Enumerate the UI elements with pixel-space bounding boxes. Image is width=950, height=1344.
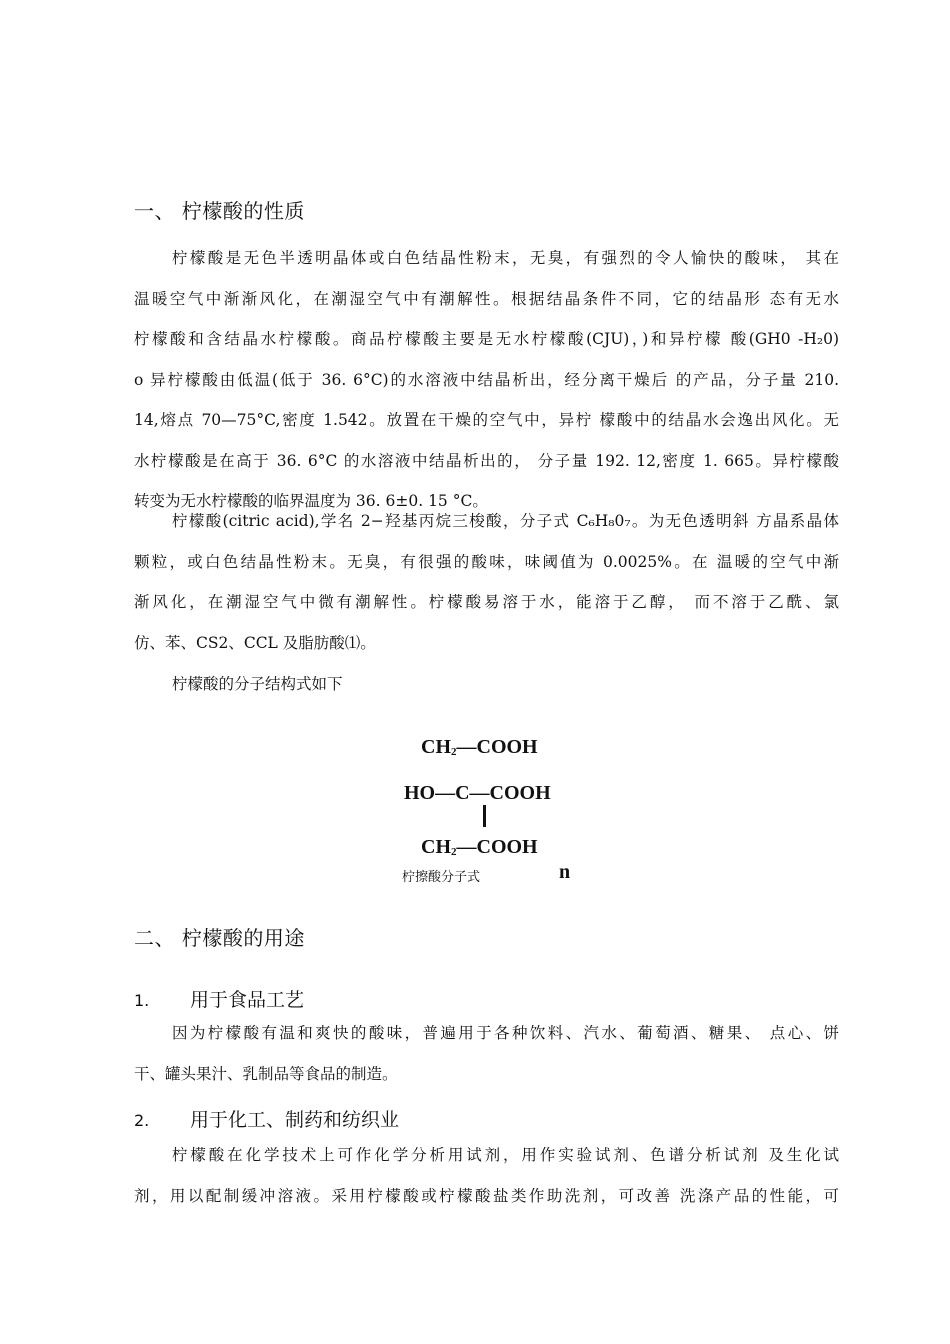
paragraph-line: o 异柠檬酸由低温(低于 36. 6°C)的水溶液中结晶析出，经分离干燥后 的产品，分子量 210. (134, 370, 839, 389)
paragraph-line: 柠檬酸的分子结构式如下 (172, 675, 343, 693)
paragraph-line: 因为柠檬酸有温和爽快的酸味，普遍用于各种饮料、汽水、葡萄酒、糖果、 点心、饼 (172, 1024, 839, 1042)
paragraph-line: 温暖空气中渐渐风化，在潮湿空气中有潮解性。根据结晶条件不同，它的结晶形 态有无水 (134, 289, 839, 308)
formula-bond (483, 805, 486, 827)
subsection-number: 1. (134, 991, 150, 1010)
paragraph-line: 转变为无水柠檬酸的临界温度为 36. 6±0. 15 °C。 (134, 492, 488, 510)
paragraph-line: 柠檬酸在化学技术上可作化学分析用试剂，用作实验试剂、色谱分析试剂 及生化试 (172, 1146, 839, 1164)
section-1-paragraph-3 (134, 664, 839, 705)
subsection-title: 用于化工、制药和纺织业 (190, 1109, 400, 1131)
paragraph-line: 14,熔点 70—75°C,密度 1.542。放置在干燥的空气中，异柠 檬酸中的结晶水会逸出风化。无 (134, 411, 839, 429)
formula-n-label: n (559, 861, 571, 883)
subsection-2-paragraph (134, 1135, 839, 1216)
section-2-heading: 二、 柠檬酸的用途 (134, 926, 305, 950)
paragraph-line: 颗粒，或白色结晶性粉末。无臭，有很强的酸味，味阈值为 0.0025%。在 温暖的空气中渐 (134, 552, 839, 571)
paragraph-line: 剂，用以配制缓冲溶液。采用柠檬酸或柠檬酸盐类作助洗剂，可改善 洗涤产品的性能，可 (134, 1186, 839, 1205)
paragraph-line: 干、罐头果汁、乳制品等食品的制造。 (134, 1064, 398, 1083)
paragraph-line: 渐风化，在潮湿空气中微有潮解性。柠檬酸易溶于水，能溶于乙醇， 而不溶于乙酰、氯 (134, 593, 839, 611)
subsection-1-heading (134, 985, 304, 1012)
section-1-paragraph-1 (134, 238, 839, 522)
section-1-paragraph-2 (134, 501, 839, 663)
paragraph-line: 柠檬酸是无色半透明晶体或白色结晶性粉末，无臭，有强烈的令人愉快的酸味， 其在 (172, 249, 839, 267)
formula-line-2: HO—C—COOH (404, 782, 551, 804)
formula-line-1: $CH_2—COOH$ (421, 736, 538, 758)
section-1-heading: 一、 柠檬酸的性质 (134, 199, 305, 223)
subsection-2-heading (134, 1105, 399, 1132)
subsection-title: 用于食品工艺 (190, 989, 305, 1011)
paragraph-line: 柠檬酸和含结晶水柠檬酸。商品柠檬酸主要是无水柠檬酸(CJU)，)和异柠檬 酸(GH0 -H₂0) (134, 330, 839, 348)
paragraph-line: 仿、苯、CS2、CCL 及脂肪酸⑴。 (134, 633, 376, 652)
paragraph-line: 水柠檬酸是在高于 36. 6°C 的水溶液中结晶析出的， 分子量 192. 12,密度 1. 665。异柠檬酸 (134, 451, 839, 470)
subsection-number: 2. (134, 1111, 150, 1130)
paragraph-line: 柠檬酸(citric acid),学名 2−羟基丙烷三梭酸，分子式 C₆H₈0₇。为无色透明斜 方晶系晶体 (172, 512, 839, 530)
formula-caption: 柠擦酸分子式 (402, 870, 481, 885)
subsection-1-paragraph (134, 1013, 839, 1094)
formula-line-3: $CH_2—COOH$ (421, 836, 538, 858)
